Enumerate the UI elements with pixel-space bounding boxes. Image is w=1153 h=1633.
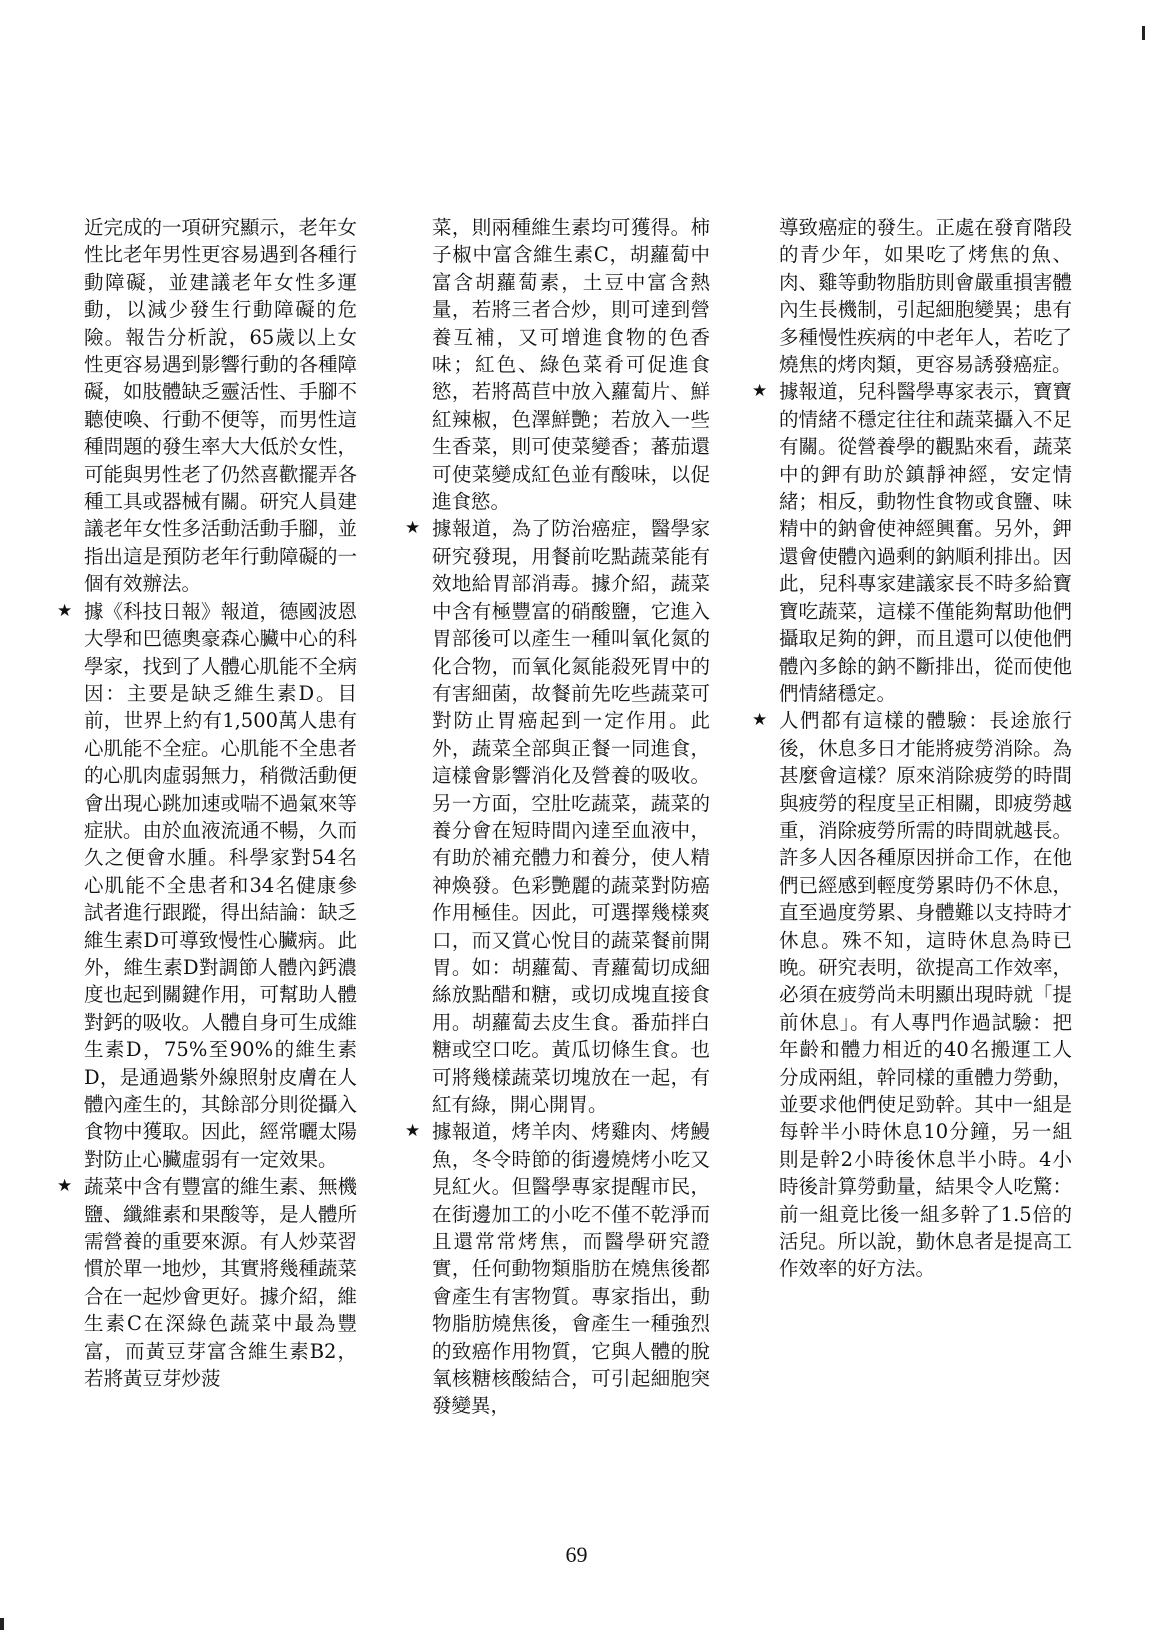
text-column-3 [752, 214, 1072, 1283]
paragraph-text: 據《科技日報》報道，德國波恩大學和巴德奧豪森心臟中心的科學家，找到了人體心肌能不全病因：主要是缺乏維生素D。目前，世界上約有1,500萬人患有心肌能不全症。心肌能不全患者的心肌肉虛弱無力，稍微活動便會出現心跳加速或喘不過氣來等症狀。由於血液流通不暢，久而久之便會水腫。科學家對54名心肌能不全患者和34名健康參試者進行跟蹤，得出結論：缺乏維生素D可導致慢性心臟病。此外，維生素D對調節人體內鈣濃度也起到關鍵作用，可幫助人體對鈣的吸收。人體自身可生成維生素D，75%至90%的維生素D，是通過紫外線照射皮膚在人體內產生的，其餘部分則從攝入食物中獲取。因此，經常曬太陽對防止心臟虛弱有一定效果。 [84, 599, 358, 1171]
paragraph-text: 近完成的一項研究顯示，老年女性比老年男性更容易遇到各種行動障礙，並建議老年女性多運動，以減少發生行動障礙的危險。報告分析說，65歲以上女性更容易遇到影響行動的各種障礙，如肢體缺乏靈活性、手腳不聽使喚、行動不便等，而男性這種問題的發生率大大低於女性，可能與男性老了仍然喜歡擺弄各種工具或器械有關。研究人員建議老年女性多活動活動手腳，並指出這是預防老年行動障礙的一個有效辦法。 [84, 216, 358, 596]
paragraph-text: 人們都有這樣的體驗：長途旅行後，休息多日才能將疲勞消除。為甚麼會這樣？原來消除疲勞的時間與疲勞的程度呈正相關，即疲勞越重，消除疲勞所需的時間就越長。許多人因各種原因拼命工作，在他們已經感到輕度勞累時仍不休息，直至過度勞累、身體難以支持時才休息。殊不知，這時休息為時已晚。研究表明，欲提高工作效率，必須在疲勞尚未明顯出現時就「提前休息」。有人專門作過試驗：把年齡和體力相近的40名搬運工人分成兩組，幹同樣的重體力勞動，並要求他們使足勁幹。其中一組是每幹半小時休息10分鐘，另一組則是幹2小時後休息半小時。4小時後計算勞動量，結果令人吃驚：前一組竟比後一組多幹了1.5倍的活兒。所以說，勤休息者是提高工作效率的好方法。 [779, 709, 1072, 1281]
paragraph [405, 214, 710, 515]
star-bullet-icon: ★ [752, 710, 768, 731]
text-column-2 [405, 214, 710, 1420]
bullet-paragraph [752, 707, 1072, 1283]
paragraph-text: 據報道，兒科醫學專家表示，寶寶的情緒不穩定往往和蔬菜攝入不足有關。從營養學的觀點來看，蔬菜中的鉀有助於鎮靜神經，安定情緒；相反，動物性食物或食鹽、味精中的鈉會使神經興奮。另外，鉀還會使體內過剩的鈉順利排出。因此，兒科專家建議家長不時多給寶寶吃蔬菜，這樣不僅能夠幫助他們攝取足夠的鉀，而且還可以使他們體內多餘的鈉不斷排出，從而使他們情緒穩定。 [779, 380, 1072, 705]
paragraph-text: 據報道，烤羊肉、烤雞肉、烤鰻魚，冬令時節的街邊燒烤小吃又見紅火。但醫學專家提醒市民，在街邊加工的小吃不僅不乾淨而且還常常烤焦，而醫學研究證實，任何動物類脂肪在燒焦後都會產生有害物質。專家指出，動物脂肪燒焦後，會產生一種強烈的致癌作用物質，它與人體的脫氧核糖核酸結合，可引起細胞突發變異， [432, 1120, 710, 1418]
star-bullet-icon: ★ [405, 518, 421, 539]
star-bullet-icon: ★ [57, 600, 73, 621]
paragraph [57, 214, 357, 598]
paragraph-text: 據報道，為了防治癌症，醫學家研究發現，用餐前吃點蔬菜能有效地給胃部消毒。據介紹，蔬菜中含有極豐富的硝酸鹽，它進入胃部後可以產生一種叫氧化氮的化合物，而氧化氮能殺死胃中的有害細菌，故餐前先吃些蔬菜可對防止胃癌起到一定作用。此外，蔬菜全部與正餐一同進食，這樣會影響消化及營養的吸收。另一方面，空肚吃蔬菜，蔬菜的養分會在短時間內達至血液中，有助於補充體力和養分，使人精神煥發。色彩艷麗的蔬菜對防癌作用極佳。因此，可選擇幾樣爽口，而又賞心悅目的蔬菜餐前開胃。如：胡蘿蔔、青蘿蔔切成細絲放點醋和糖，或切成塊直接食用。胡蘿蔔去皮生食。番茄拌白糖或空口吃。黃瓜切條生食。也可將幾樣蔬菜切塊放在一起，有紅有綠，開心開胃。 [432, 517, 710, 1116]
paragraph [752, 214, 1072, 378]
bullet-paragraph [57, 1173, 357, 1392]
paragraph-text: 導致癌症的發生。正處在發育階段的青少年，如果吃了烤焦的魚、肉、雞等動物脂肪則會嚴重損害體內生長機制，引起細胞變異；患有多種慢性疾病的中老年人，若吃了燒焦的烤肉類，更容易誘發癌症。 [779, 216, 1072, 377]
bullet-paragraph [405, 515, 710, 1118]
star-bullet-icon: ★ [752, 381, 768, 402]
bullet-paragraph [405, 1118, 710, 1419]
scan-edge-mark [1142, 26, 1145, 40]
paragraph-text: 蔬菜中含有豐富的維生素、無機鹽、纖維素和果酸等，是人體所需營養的重要來源。有人炒菜習慣於單一地炒，其實將幾種蔬菜合在一起炒會更好。據介紹，維生素C在深綠色蔬菜中最為豐富，而黃豆芽富含維生素B2，若將黃豆芽炒菠 [84, 1175, 358, 1391]
text-column-1 [57, 214, 357, 1392]
bullet-paragraph [57, 598, 357, 1174]
bullet-paragraph [752, 378, 1072, 707]
page-number: 69 [565, 1542, 588, 1567]
star-bullet-icon: ★ [405, 1121, 421, 1142]
star-bullet-icon: ★ [57, 1176, 73, 1197]
paragraph-text: 菜，則兩種維生素均可獲得。柿子椒中富含維生素C，胡蘿蔔中富含胡蘿蔔素，土豆中富含熱量，若將三者合炒，則可達到營養互補，又可增進食物的色香味；紅色、綠色菜肴可促進食慾，若將萵苣中放入蘿蔔片、鮮紅辣椒，色澤鮮艷；若放入一些生香菜，則可使菜變香；蕃茄還可使菜變成紅色並有酸味，以促進食慾。 [432, 216, 710, 514]
scan-edge-mark [0, 1618, 4, 1630]
